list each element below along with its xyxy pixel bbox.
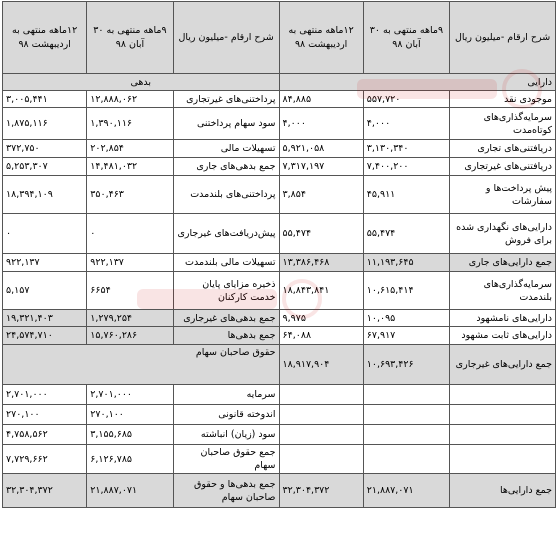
table-row: دارایی‌های نامشهود ۱۰,۰۹۵ ۹,۹۷۵ جمع بدهی‌های غیرجاری ۱,۲۷۹,۲۵۴ ۱۹,۳۲۱,۴۰۳ bbox=[3, 310, 556, 327]
table-row: سود (زیان) انباشته ۳,۱۵۵,۶۸۵ ۴,۷۵۸,۵۶۲ bbox=[3, 425, 556, 445]
section-assets: دارایی bbox=[279, 74, 555, 91]
header-row bbox=[3, 2, 556, 74]
balance-sheet bbox=[2, 1, 556, 536]
table-row: موجودی نقد ۵۵۷,۷۲۰ ۸۴,۸۸۵ پرداختنی‌های غیرتجاری ۱۲,۸۸۸,۰۶۲ ۳,۰۰۵,۴۴۱ bbox=[3, 91, 556, 108]
header-12m-left: ۱۲ماهه منتهی به اردیبهشت ۹۸ bbox=[3, 2, 87, 74]
total-assets-label: جمع دارایی‌ها bbox=[450, 474, 556, 508]
table-row: سرمایه‌گذاری‌های بلندمدت ۱۰,۶۱۵,۴۱۴ ۱۸,۸۴۳,۸۴۱ ذخیره مزایای پایان خدمت کارکنان ۶۶۵۴ ۵,۱۵۷ bbox=[3, 272, 556, 310]
header-9m-left: ۹ماهه منتهی به ۳۰ آبان ۹۸ bbox=[87, 2, 173, 74]
table-row: جمع دارایی‌های جاری ۱۱,۱۹۳,۶۴۵ ۱۳,۳۸۶,۴۶۸ تسهیلات مالی بلندمدت ۹۲۲,۱۳۷ ۹۲۲,۱۳۷ bbox=[3, 254, 556, 272]
table-row: پیش پرداخت‌ها و سفارشات ۴۵,۹۱۱ ۳,۸۵۴ پرداختنی‌های بلندمدت ۳۵۰,۴۶۳ ۱۸,۳۹۴,۱۰۹ bbox=[3, 176, 556, 214]
table-row: دریافتنی‌های تجاری ۳,۱۳۰,۳۴۰ ۵,۹۲۱,۰۵۸ تسهیلات مالی ۲۰۲,۸۵۴ ۳۷۲,۷۵۰ bbox=[3, 140, 556, 158]
total-liab-equity-12m: ۳۲,۳۰۴,۳۷۲ bbox=[3, 474, 87, 508]
totals-row bbox=[3, 474, 556, 508]
table-row: دارایی‌های ثابت مشهود ۶۷,۹۱۷ ۶۴,۰۸۸ جمع بدهی‌ها ۱۵,۷۶۰,۲۸۶ ۲۴,۵۷۴,۷۱۰ bbox=[3, 327, 556, 345]
table-row: جمع دارایی‌های غیرجاری ۱۰,۶۹۳,۴۲۶ ۱۸,۹۱۷,۹۰۴ حقوق صاحبان سهام bbox=[3, 345, 556, 385]
total-liab-equity-label: جمع بدهی‌ها و حقوق صاحبان سهام bbox=[173, 474, 279, 508]
total-assets-9m: ۲۱,۸۸۷,۰۷۱ bbox=[363, 474, 449, 508]
total-assets-12m: ۳۲,۳۰۴,۳۷۲ bbox=[279, 474, 363, 508]
total-liab-equity-9m: ۲۱,۸۸۷,۰۷۱ bbox=[87, 474, 173, 508]
section-equity: حقوق صاحبان سهام bbox=[3, 345, 280, 385]
header-12m-right: ۱۲ماهه منتهی به اردیبهشت ۹۸ bbox=[279, 2, 363, 74]
header-desc-left: شرح ارقام -میلیون ریال bbox=[173, 2, 279, 74]
table-row: جمع حقوق صاحبان سهام ۶,۱۲۶,۷۸۵ ۷,۷۲۹,۶۶۲ bbox=[3, 445, 556, 474]
table-row: دارایی‌های نگهداری شده برای فروش ۵۵,۴۷۴ ۵۵,۴۷۴ پیش‌دریافت‌های غیرجاری ۰ ۰ bbox=[3, 214, 556, 254]
section-row bbox=[3, 74, 556, 91]
table-row: دریافتنی‌های غیرتجاری ۷,۴۰۰,۲۰۰ ۷,۳۱۷,۱۹۷ جمع بدهی‌های جاری ۱۴,۴۸۱,۰۳۲ ۵,۲۵۳,۳۰۷ bbox=[3, 158, 556, 176]
header-9m-right: ۹ماهه منتهی به ۳۰ آبان ۹۸ bbox=[363, 2, 449, 74]
table-row: سرمایه‌گذاری‌های کوتاه‌مدت ۴,۰۰۰ ۴,۰۰۰ سود سهام پرداختنی ۱,۳۹۰,۱۱۶ ۱,۸۷۵,۱۱۶ bbox=[3, 108, 556, 140]
balance-sheet-table bbox=[2, 1, 556, 508]
section-liabilities: بدهی bbox=[3, 74, 280, 91]
table-row: اندوخته قانونی ۲۷۰,۱۰۰ ۲۷۰,۱۰۰ bbox=[3, 405, 556, 425]
header-desc-right: شرح ارقام -میلیون ریال bbox=[450, 2, 556, 74]
table-row: سرمایه ۲,۷۰۱,۰۰۰ ۲,۷۰۱,۰۰۰ bbox=[3, 385, 556, 405]
